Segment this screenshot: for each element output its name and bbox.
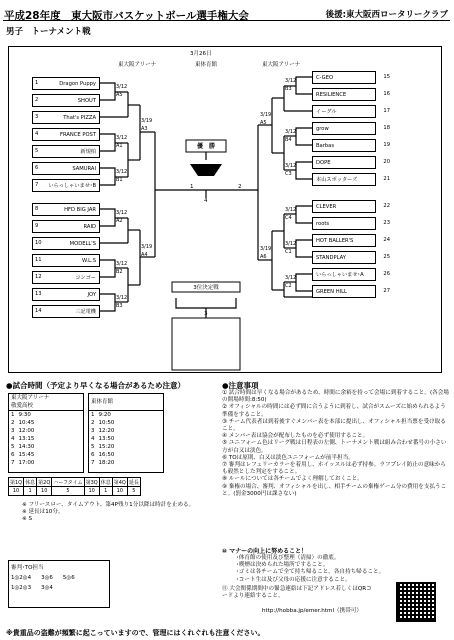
- schedule-cell: 7: [91, 460, 95, 466]
- team-number: 12: [35, 274, 42, 280]
- venue-center: 東体育館: [195, 62, 218, 68]
- schedule-row: [9, 451, 36, 459]
- note-item: ② オフィシャルの時間には必ず間に合うように到着し、試合がスムーズに始められるよう準備をすること。: [222, 404, 446, 418]
- team-box-15: C-GEO: [312, 71, 376, 84]
- team-box-26: いらっしゃいませ･A: [312, 268, 376, 281]
- schedule-table-b: [88, 393, 164, 473]
- final-bottom-label: 4: [204, 198, 208, 204]
- game-code: B3: [285, 86, 292, 92]
- game-label: 3/12: [116, 84, 128, 90]
- sponsor-label: 後援:東大阪西ロータリークラブ: [325, 10, 448, 20]
- team-box-18: grow: [312, 122, 376, 135]
- game-label: 3/12: [285, 207, 297, 213]
- note-item: ③ チーム代表者は到着後すぐメンバー表を本部に提出し、オフィシャル担当票を受け取ること。: [222, 418, 446, 433]
- game-code: B3: [116, 303, 123, 309]
- quarter-cell: 10: [37, 487, 52, 496]
- manner-item: ･喫煙は決められた場所ですること。: [236, 562, 329, 569]
- team-number: 27: [383, 288, 390, 294]
- game-label: 3/12: [116, 261, 128, 267]
- schedule-cell: 5: [11, 444, 15, 450]
- manner-item: ･コート生は及び父母の応援に注意すること。: [236, 576, 351, 583]
- schedule-cell: 1: [11, 412, 15, 418]
- venue-a-sub: 敬愛高校: [9, 402, 83, 411]
- referee-heading: 審判･TO担当: [11, 565, 44, 571]
- game-code: A1: [116, 143, 123, 149]
- schedule-cell: 5: [91, 444, 95, 450]
- venue-left: 東大阪アリーナ: [118, 62, 157, 68]
- schedule-cell: 12:20: [98, 428, 115, 434]
- schedule-note: ※ フリースロー、タイムアウト、第4P残り1分以降は時計を止める。: [22, 502, 195, 508]
- team-number: 14: [35, 308, 42, 314]
- schedule-cell: 4: [91, 436, 95, 442]
- team-number: 3: [35, 114, 39, 120]
- team-box-10: MODELL'S: [32, 237, 100, 250]
- schedule-row: [89, 419, 116, 427]
- schedule-cell: 2: [91, 420, 95, 426]
- third-place-label: 3位決定戦: [193, 285, 219, 291]
- game-code: A4: [141, 252, 148, 258]
- game-label: 3/12: [116, 135, 128, 141]
- game-code: B2: [116, 269, 123, 275]
- manner-item: ･ゴミは各チームで全て持ち帰ること。各自持ち帰ること。: [236, 569, 385, 576]
- note-item: ① 試合時間は早くなる場合があるため、時間に余裕を持って会場に到着すること。(各会場の開場時間:8:50): [222, 390, 449, 404]
- game-label: 3/19: [141, 244, 153, 250]
- final-right-score: 2: [238, 184, 242, 190]
- team-number: 7: [35, 182, 39, 188]
- schedule-cell: 10:45: [18, 420, 35, 426]
- quarter-cell: 第1Q: [10, 479, 23, 486]
- venue-a-name: 東大阪アリーナ: [11, 395, 50, 401]
- team-box-5: 新規柏: [32, 145, 100, 158]
- team-box-9: RAID: [32, 220, 100, 233]
- team-box-16: RESILIENCE: [312, 88, 376, 101]
- team-box-22: CLEVER: [312, 200, 376, 213]
- game-code: C1: [285, 249, 292, 255]
- team-box-8: HFD BIG JAR: [32, 203, 100, 216]
- team-number: 19: [383, 142, 390, 148]
- schedule-cell: 9:20: [98, 412, 111, 418]
- note-item: ⑨ 棄権の場合、審判、オフィシャルを出し、相手チームの棄権ゲーム分の費用を支払うこと。(罰金3000円は課さない): [222, 483, 447, 497]
- schedule-row: [89, 459, 116, 467]
- schedule-cell: 12:00: [18, 428, 35, 434]
- team-number: 20: [383, 159, 390, 165]
- quarter-cell: 10: [9, 487, 24, 496]
- team-number: 15: [383, 74, 390, 80]
- team-box-19: Barbas: [312, 139, 376, 152]
- referee-item: 1◎2◎3: [11, 585, 32, 591]
- schedule-row: [9, 459, 36, 467]
- team-box-11: W.L.S: [32, 254, 100, 267]
- game-label: 3/12: [116, 210, 128, 216]
- quarter-cell: 1: [99, 487, 112, 496]
- schedule-row: [9, 443, 36, 451]
- schedule-rows-b: [89, 411, 116, 467]
- schedule-note: ※ S: [22, 516, 33, 523]
- game-label: 3/12: [116, 295, 128, 301]
- game-code: C4: [285, 215, 292, 221]
- note-item: ⑤ ユニフォーム色はリーグ戦は日程表の左側、トーナメント戦は組み合わせ番号の小さい方が白又は淡色。: [222, 440, 447, 454]
- referee-item: 1◎2◎4: [11, 575, 32, 581]
- manners-list: [236, 555, 384, 584]
- team-box-2: SHOUT: [32, 94, 100, 107]
- game-code: A2: [116, 218, 123, 224]
- game-label: 3/12: [285, 129, 297, 135]
- schedule-row: [9, 427, 36, 435]
- quarter-table: [8, 477, 141, 496]
- quarter-cell: 第4Q: [113, 479, 126, 486]
- schedule-row: [89, 443, 116, 451]
- team-box-14: 三記電機: [32, 305, 100, 318]
- schedule-heading: ●試合時間（予定より早くなる場合があるため注意）: [6, 381, 186, 390]
- referee-row-1: [9, 573, 109, 583]
- footer-warning: ※貴重品の盗難が頻繁に起こっていますので、管理にはくれぐれも注意ください。: [6, 629, 265, 637]
- schedule-row: [9, 411, 36, 419]
- schedule-cell: 13:50: [98, 436, 115, 442]
- champion-label: 優 勝: [196, 143, 215, 150]
- referee-item: 3◎6: [41, 575, 53, 581]
- quarter-cell: ハーフタイム: [53, 479, 83, 486]
- quarter-cell: 延長: [128, 479, 139, 486]
- team-box-7: いらっしゃいませ･B: [32, 179, 100, 192]
- team-number: 22: [383, 203, 390, 209]
- team-box-4: FRANCE POST: [32, 128, 100, 141]
- schedule-cell: 15:20: [98, 444, 115, 450]
- game-label: 3/12: [116, 169, 128, 175]
- quarter-time-table: [8, 477, 141, 496]
- team-number: 13: [35, 291, 42, 297]
- team-box-6: SAMURAI: [32, 162, 100, 175]
- schedule-cell: 3: [11, 428, 15, 434]
- schedule-cell: 6: [91, 452, 95, 458]
- emergency-url[interactable]: http://hobba.jp/emer.html（携帯可）: [262, 608, 363, 614]
- team-number: 2: [35, 97, 39, 103]
- team-number: 18: [383, 125, 390, 131]
- schedule-note: ※ 延長は10分。: [22, 509, 64, 516]
- referee-row-2: [9, 583, 109, 593]
- game-code: A3: [141, 126, 148, 132]
- team-box-25: STANDPLAY: [312, 251, 376, 264]
- schedule-cell: 6: [11, 452, 15, 458]
- schedule-cell: 7: [11, 460, 15, 466]
- team-box-1: Dragon Puppy: [32, 77, 100, 90]
- quarter-cell: 5: [52, 487, 84, 496]
- note-item: ④ メンバー表は協会が配布したものを必ず使用すること。: [222, 433, 369, 440]
- quarter-row: [9, 478, 141, 487]
- manners-heading: ⑩ マナーの向上に努めること！: [222, 548, 308, 555]
- schedule-cell: 15:45: [18, 452, 35, 458]
- quarter-cell: 第3Q: [85, 479, 98, 486]
- team-number: 10: [35, 240, 42, 246]
- manners-heading-text: マナーの向上に努めること！: [229, 548, 308, 555]
- schedule-cell: 9:30: [18, 412, 31, 418]
- team-number: 25: [383, 254, 390, 260]
- schedule-cell: 14:30: [18, 444, 35, 450]
- referee-box: [8, 560, 110, 608]
- team-box-17: イーグル: [312, 105, 376, 118]
- schedule-row: [89, 427, 116, 435]
- quarter-cell: 休息: [100, 479, 111, 486]
- final-left-score: 1: [190, 184, 194, 190]
- third-place-score: 3: [204, 311, 208, 317]
- schedule-row: [89, 435, 116, 443]
- game-label: 3/12: [285, 163, 297, 169]
- game-code: A6: [260, 254, 267, 260]
- notes-heading: ●注意事項: [222, 381, 259, 390]
- game-label: 3/12: [285, 275, 297, 281]
- emergency-note: ⑪ 大会関係期間中の緊急連絡は下記アドレス若しくはQRコードより連絡すること。: [222, 586, 372, 600]
- quarter-cell: 休息: [25, 479, 36, 486]
- schedule-cell: 17:00: [18, 460, 35, 466]
- team-number: 24: [383, 237, 390, 243]
- team-number: 5: [35, 148, 39, 154]
- team-box-23: roots: [312, 217, 376, 230]
- team-number: 21: [383, 176, 390, 182]
- bracket-date: 3月26日: [190, 51, 212, 57]
- team-number: 9: [35, 223, 39, 229]
- schedule-row: [9, 435, 36, 443]
- game-code: C2: [285, 283, 292, 289]
- team-number: 11: [35, 257, 42, 263]
- game-code: B4: [285, 137, 292, 143]
- schedule-cell: 3: [91, 428, 95, 434]
- schedule-cell: 2: [11, 420, 15, 426]
- game-label: 3/19: [260, 246, 272, 252]
- game-code: A5: [116, 92, 123, 98]
- schedule-notes: [22, 502, 202, 524]
- schedule-cell: 13:15: [18, 436, 35, 442]
- section-title: 男子 トーナメント戦: [6, 27, 91, 37]
- team-box-3: That's PIZZA: [32, 111, 100, 124]
- game-code: C3: [285, 171, 292, 177]
- tournament-title: 平成28年度 東大阪市バスケットボール選手権大会: [4, 10, 249, 22]
- note-item: ⑦ 審判はレフェリーカラーを着用し、ホイッスルは必ず持参。ラフプレイ防止の意味からも毅然とした判定をすること。: [222, 462, 446, 476]
- schedule-table-a: [8, 393, 84, 473]
- team-number: 16: [383, 91, 390, 97]
- team-box-27: GREEN HILL: [312, 285, 376, 298]
- manner-item: ･体育館の使用及び整理（清掃）の徹底。: [236, 555, 340, 561]
- quarter-cell: 第2Q: [38, 479, 51, 486]
- venue-b-name: 東体育館: [89, 394, 163, 411]
- schedule-row: [89, 451, 116, 459]
- referee-item: 5◎6: [62, 575, 75, 581]
- quarter-cell: 10: [84, 487, 99, 496]
- team-number: 23: [383, 220, 390, 226]
- team-box-13: JOY: [32, 288, 100, 301]
- quarter-cell: 10: [112, 487, 127, 496]
- team-number: 1: [35, 80, 39, 86]
- schedule-cell: 16:50: [98, 452, 115, 458]
- team-box-20: DOPE: [312, 156, 376, 169]
- game-label: 3/12: [285, 78, 297, 84]
- schedule-rows-a: [9, 411, 36, 467]
- qr-code-icon: [396, 582, 436, 622]
- game-label: 3/19: [260, 112, 272, 118]
- game-label: 3/19: [141, 118, 153, 124]
- schedule-cell: 18:20: [98, 460, 115, 466]
- game-code: A5: [260, 120, 267, 126]
- schedule-row: [9, 419, 36, 427]
- team-number: 17: [383, 108, 390, 114]
- schedule-row: [89, 411, 116, 419]
- quarter-cell: 1: [24, 487, 37, 496]
- schedule-cell: 4: [11, 436, 15, 442]
- schedule-cell: 1: [91, 412, 95, 418]
- schedule-cell: 10:50: [98, 420, 115, 426]
- team-number: 8: [35, 206, 39, 212]
- quarter-row: [9, 487, 141, 496]
- game-code: B1: [116, 177, 123, 183]
- team-number: 4: [35, 131, 39, 137]
- venue-right: 東大阪アリーナ: [262, 62, 301, 68]
- quarter-cell: 5: [127, 487, 140, 496]
- team-number: 6: [35, 165, 39, 171]
- team-box-12: コンゴー: [32, 271, 100, 284]
- team-box-21: 本山スポッターズ: [312, 173, 376, 186]
- game-label: 3/12: [285, 241, 297, 247]
- note-item: ⑥ TOは原則、白又は淡色ユニフォームが前半担当。: [222, 454, 354, 461]
- note-item: ⑧ ルールについては各チームでよく理解しておくこと。: [222, 476, 363, 483]
- notes-list: [222, 390, 450, 498]
- team-box-24: HOT BALLER'S: [312, 234, 376, 247]
- referee-item: 3◎4: [41, 585, 53, 591]
- team-number: 26: [383, 271, 390, 277]
